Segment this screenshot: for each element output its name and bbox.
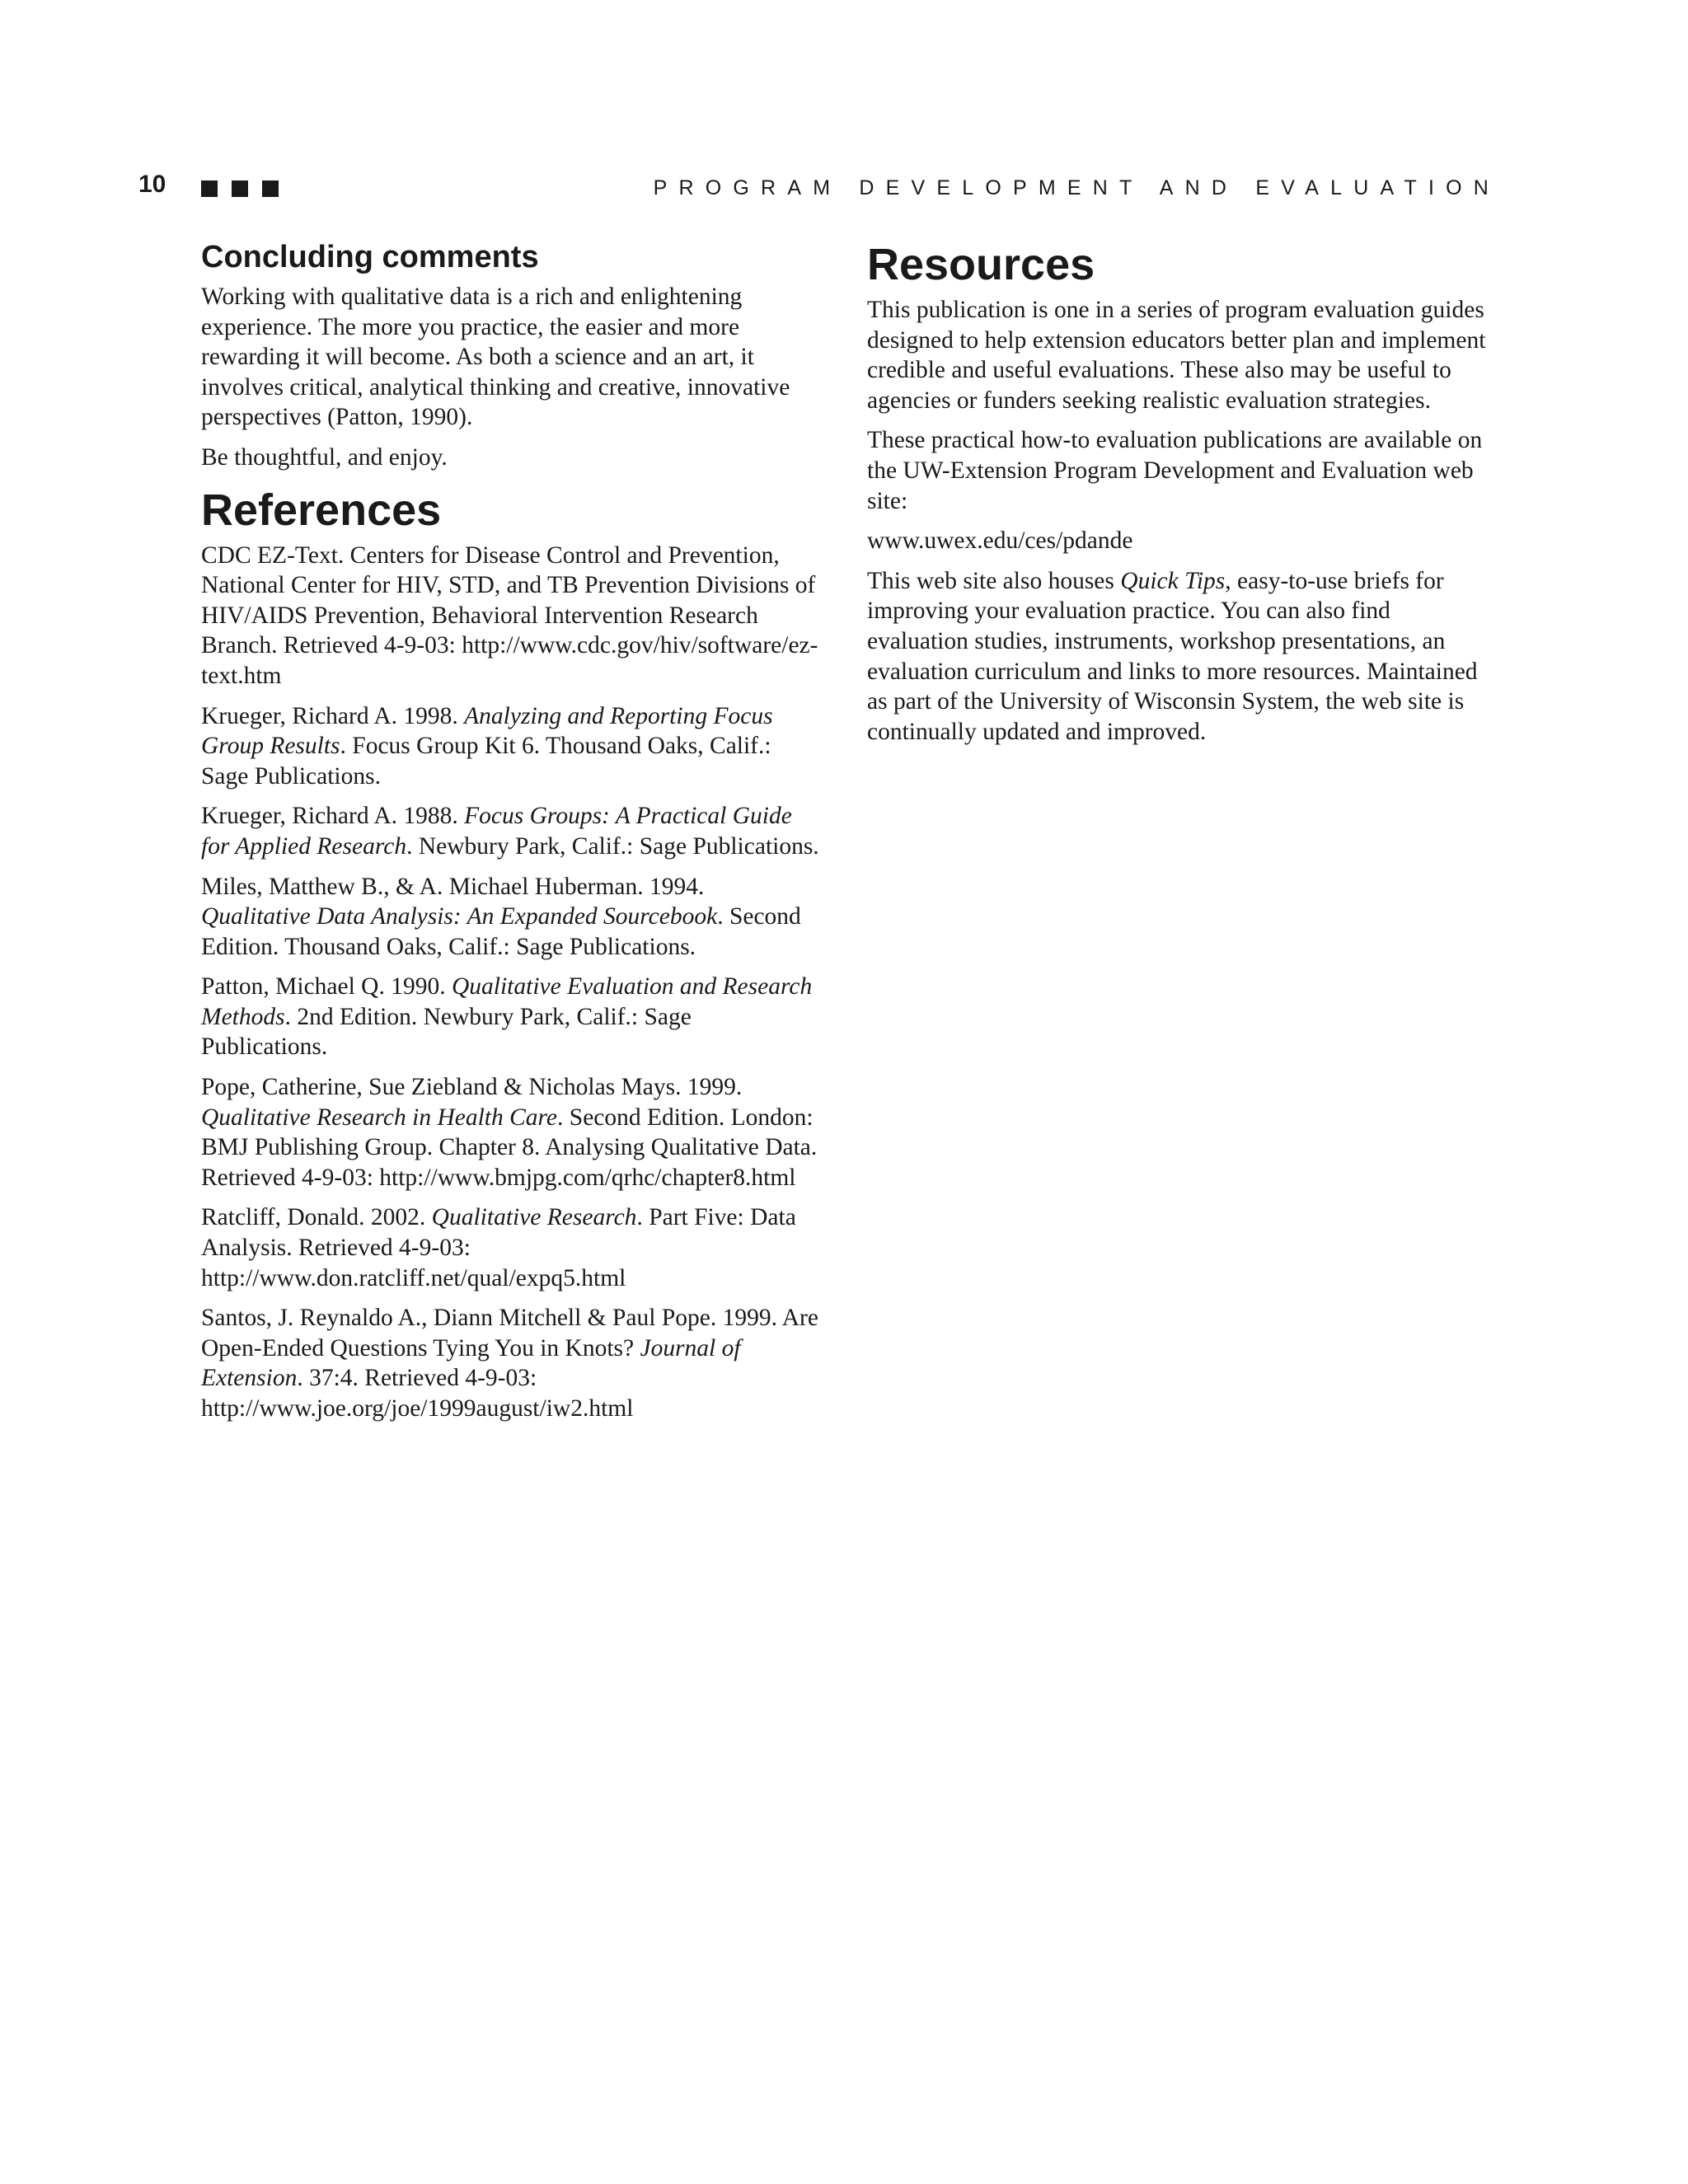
- right-column: [867, 237, 1487, 757]
- references-heading: References: [201, 485, 442, 535]
- reference-text: Krueger, Richard A. 1998.: [201, 702, 465, 729]
- concluding-heading: Concluding comments: [201, 240, 539, 274]
- reference-text: Ratcliff, Donald. 2002.: [201, 1204, 432, 1231]
- reference-title: Qualitative Data Analysis: An Expanded Sourcebook: [201, 903, 718, 930]
- reference-text: . Second Edition. Thousand Oaks, Calif.: Sage Publications.: [201, 903, 801, 960]
- page-header: [0, 0, 1688, 214]
- square-icon: [232, 180, 248, 197]
- header-squares: [201, 180, 279, 197]
- reference-item: [201, 1202, 819, 1293]
- reference-text: Santos, J. Reynaldo A., Diann Mitchell & Paul Pope. 1999. Are Open-Ended Questions Tying You in Knots?: [201, 1305, 818, 1361]
- resources-paragraph: This publication is one in a series of program evaluation guides designed to help extension educators better plan and implement credible and useful evaluations. These also may be useful to agencies or funders seeking realistic evaluation strategies.: [867, 297, 1486, 414]
- reference-title: Analyzing and Reporting Focus Group Results: [201, 702, 773, 760]
- reference-item: [201, 1072, 819, 1193]
- resources-paragraph: These practical how-to evaluation publications are available on the UW-Extension Program Development and Evaluation web site:: [867, 427, 1483, 514]
- reference-text: . 37:4. Retrieved 4-9-03: http://www.joe.org/joe/1999august/iw2.html: [201, 1365, 634, 1422]
- reference-text: Patton, Michael Q. 1990.: [201, 973, 452, 1001]
- concluding-paragraph: Working with qualitative data is a rich and enlightening experience. The more you practice, the easier and more rewarding it will become. As both a science and an art, it involves critical, analytical thinking and creative, innovative perspectives (Patton, 1990).: [201, 284, 790, 431]
- reference-item: [201, 701, 819, 792]
- resources-paragraph: [867, 566, 1487, 748]
- reference-item: [201, 972, 819, 1062]
- reference-text: . Part Five: Data Analysis. Retrieved 4-9-03: http://www.don.ratcliff.net/qual/expq5.html: [201, 1204, 796, 1291]
- reference-text: Miles, Matthew B., & A. Michael Huberman. 1994.: [201, 873, 705, 900]
- reference-title: Qualitative Research in Health Care: [201, 1104, 558, 1131]
- reference-title: Focus Groups: A Practical Guide for Applied Research: [201, 803, 792, 860]
- reference-text: Pope, Catherine, Sue Ziebland & Nicholas Mays. 1999.: [201, 1074, 743, 1101]
- reference-text: Krueger, Richard A. 1988.: [201, 803, 465, 830]
- resources-url: www.uwex.edu/ces/pdande: [867, 527, 1133, 555]
- reference-item: [201, 1303, 819, 1423]
- reference-item: [201, 872, 819, 963]
- reference-title: Qualitative Evaluation and Research Methods: [201, 973, 813, 1030]
- concluding-paragraph: Be thoughtful, and enjoy.: [201, 443, 448, 471]
- reference-item: [201, 801, 819, 861]
- resources-text: This web site also houses: [867, 567, 1121, 594]
- reference-text: . Focus Group Kit 6. Thousand Oaks, Calif.: Sage Publications.: [201, 733, 771, 790]
- quick-tips-title: Quick Tips: [1120, 567, 1226, 594]
- square-icon: [201, 180, 218, 197]
- page-number: 10: [138, 171, 166, 198]
- resources-heading: Resources: [867, 240, 1095, 289]
- left-column: [201, 237, 819, 1434]
- reference-text: . 2nd Edition. Newbury Park, Calif.: Sage Publications.: [201, 1003, 692, 1061]
- running-title: PROGRAM DEVELOPMENT AND EVALUATION: [653, 176, 1500, 199]
- reference-text: CDC EZ-Text. Centers for Disease Control and Prevention, National Center for HIV, STD, and TB Prevention Divisions of HIV/AIDS Prevention, Behavioral Intervention Research Branch. Retrieved 4-9-03: http://www.cdc.gov/hiv/software/ez-text.htm: [201, 541, 818, 689]
- reference-text: . Newbury Park, Calif.: Sage Publications.: [406, 832, 819, 860]
- resources-text: , easy-to-use briefs for improving your evaluation practice. You can also find evaluation studies, instruments, workshop presentations, an evaluation curriculum and links to more resources. Maintained as part of the University of Wisconsin System, the web site is continually updated and improved.: [867, 567, 1478, 745]
- reference-title: Qualitative Research: [431, 1204, 637, 1231]
- reference-title: Journal of Extension: [201, 1334, 741, 1392]
- reference-item: [201, 541, 819, 691]
- square-icon: [262, 180, 279, 197]
- reference-text: . Second Edition. London: BMJ Publishing Group. Chapter 8. Analysing Qualitative Data. Retrieved 4-9-03: http://www.bmjpg.com/qrhc/chapter8.html: [201, 1104, 818, 1191]
